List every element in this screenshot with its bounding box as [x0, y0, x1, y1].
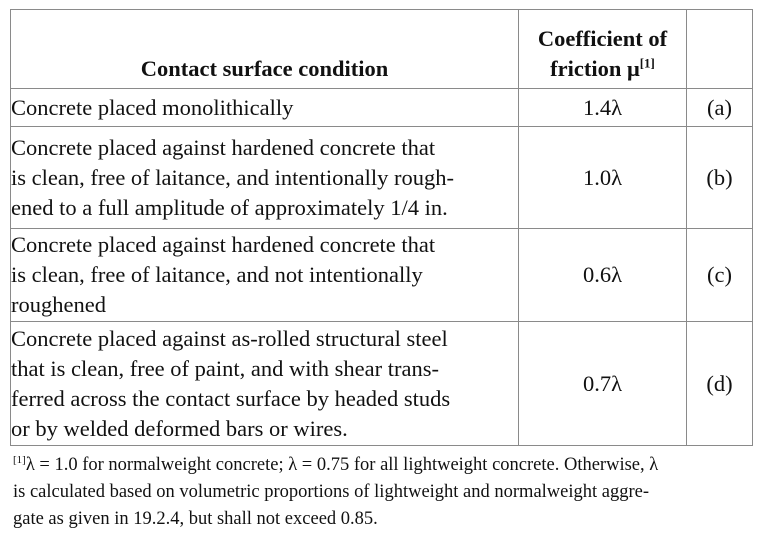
reference-cell: (d): [687, 322, 753, 446]
condition-line: roughened: [11, 292, 106, 317]
condition-line: Concrete placed against as-rolled structural steel: [11, 325, 448, 351]
condition-cell: [11, 322, 519, 446]
condition-line: is clean, free of laitance, and not intentionally: [11, 262, 423, 287]
header-coefficient-line-1: Coefficient of: [537, 26, 668, 51]
table-footnote: [13, 452, 753, 533]
condition-text: Concrete placed monolithically: [11, 94, 294, 120]
footnote-marker: [1]: [13, 453, 26, 466]
coefficient-cell: 0.7λ: [519, 322, 687, 446]
table-row: [11, 127, 753, 229]
footnote-line: is calculated based on volumetric proportions of lightweight and normalweight aggre-: [13, 482, 650, 502]
condition-line: ferred across the contact surface by headed studs: [11, 385, 451, 411]
reference-cell: (b): [687, 127, 753, 229]
friction-coefficient-table: [10, 9, 753, 446]
footnote-line: gate as given in 19.2.4, but shall not exceed 0.85.: [13, 509, 378, 529]
condition-line: or by welded deformed bars or wires.: [11, 415, 348, 441]
condition-line: ened to a full amplitude of approximately 1/4 in.: [11, 194, 448, 220]
reference-cell: (a): [687, 89, 753, 127]
condition-cell: [11, 89, 519, 127]
condition-line: Concrete placed against hardened concrete that: [11, 232, 436, 257]
header-footnote-marker: [1]: [639, 55, 655, 71]
header-coefficient-of-friction: [519, 10, 687, 89]
condition-line: is clean, free of laitance, and intentionally rough-: [11, 164, 454, 190]
header-condition-label: Contact surface condition: [140, 56, 389, 81]
condition-cell: [11, 127, 519, 229]
reference-cell: (c): [687, 229, 753, 322]
table-row: [11, 89, 753, 127]
condition-cell: [11, 229, 519, 322]
header-coefficient-line-2: friction μ: [550, 56, 640, 81]
coefficient-cell: 1.0λ: [519, 127, 687, 229]
table-row: [11, 322, 753, 446]
footnote-text: λ = 1.0 for normalweight concrete; λ = 0.75 for all lightweight concrete. Otherwise, λ: [25, 455, 659, 475]
table-header-row: [11, 10, 753, 89]
footnote-line: [13, 452, 753, 479]
condition-line: that is clean, free of paint, and with shear trans-: [11, 355, 439, 381]
header-contact-surface-condition: [11, 10, 519, 89]
coefficient-cell: 0.6λ: [519, 229, 687, 322]
coefficient-cell: 1.4λ: [519, 89, 687, 127]
header-reference: [687, 10, 753, 89]
condition-line: Concrete placed against hardened concrete that: [11, 134, 436, 160]
table-row: [11, 229, 753, 322]
